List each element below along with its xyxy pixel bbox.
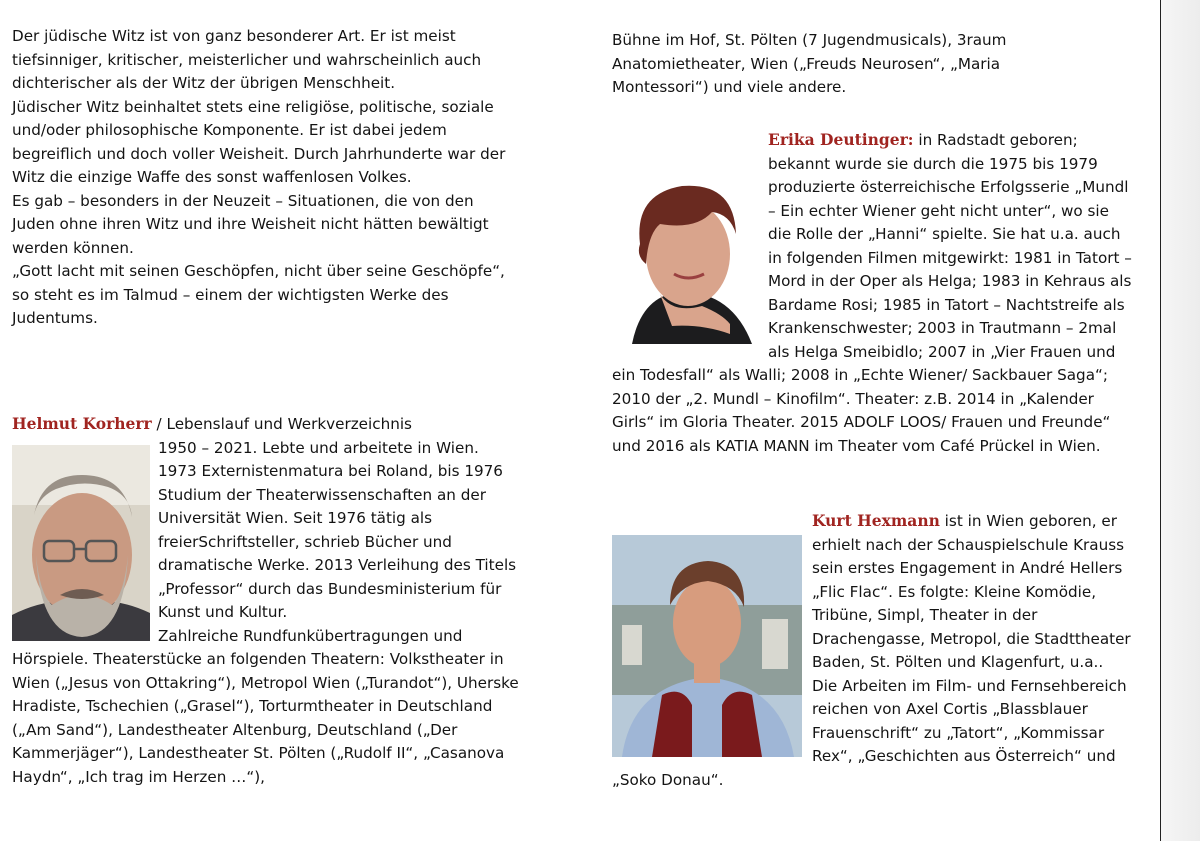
- intro-paragraph: Jüdischer Witz beinhaltet stets eine religiöse, politische, soziale und/oder philosophische Komponente. Er ist dabei jedem begreiflich und doch voller Weisheit. Durch Jahrhunderte war der Witz die einzige Waffe des sonst waffenlosen Volkes.: [12, 97, 506, 186]
- helmut-works-continuation: Bühne im Hof, St. Pölten (7 Jugendmusicals), 3raum Anatomietheater, Wien („Freuds Neurosen“, „Maria Montessori“) und viele andere.: [612, 31, 1007, 96]
- erika-name: Erika Deutinger:: [768, 130, 914, 149]
- erika-portrait-photo: [612, 174, 758, 344]
- intro-paragraph: Der jüdische Witz ist von ganz besonderer Art. Er ist meist tiefsinniger, kritischer, meisterlicher und wahrscheinlich auch dichterischer als der Witz der übrigen Menschheit.: [12, 27, 482, 92]
- erika-bio-text: in Radstadt geboren; bekannt wurde sie durch die 1975 bis 1979 produzierte österreichische Erfolgsserie „Mundl – Ein echter Wiener geht nicht unter“, wo sie die Rolle der „Hanni“ spielte. Sie hat u.a. auch in folgenden Filmen mitgewirkt: 1981 in Tatort – Mord in der Oper als Helga; 1983 in Kehraus als Bardame Rosi; 1985 in Tatort – Nachtstreife als Krankenschwester; 2003 in Trautmann – 2mal als Helga Smeibidlo; 2007 in „Vier Frauen und ein Todesfall“ als Walli; 2008 in „Echte Wiener/ Sackbauer Saga“; 2010 der „2. Mundl – Kinofilm“. Theater: z.B. 2014 in „Kalender Girls“ im Gloria Theater. 2015 ADOLF LOOS/ Frauen und Freunde“ und 2016 als KATIA MANN im Theater vom Café Prückel in Wien.: [612, 131, 1132, 455]
- helmut-portrait-photo: [12, 445, 150, 641]
- intro-paragraph: „Gott lacht mit seinen Geschöpfen, nicht über seine Geschöpfe“, so steht es im Talmud – einem der wichtigsten Werke des Judentums.: [12, 262, 505, 327]
- kurt-portrait-photo: [612, 535, 802, 757]
- kurt-hexmann-section: [612, 509, 1132, 792]
- helmut-heading: [12, 412, 520, 437]
- intro-text: [12, 25, 512, 331]
- helmut-bio-works: Zahlreiche Rundfunkübertragungen und Hörspiele. Theaterstücke an folgenden Theatern: Volkstheater in Wien („Jesus von Ottakring“), Metropol Wien („Turandot“), Uherske Hradiste, Tschechien („Grasel“), Torturmtheater in Deutschland („Am Sand“), Landestheater Altenburg, Deutschland („Der Kammerjäger“), Landestheater St. Pölten („Rudolf II“, „Casanova Haydn“, „Ich trag im Herzen …“),: [12, 626, 519, 786]
- erika-deutinger-section: [612, 128, 1132, 458]
- helmut-name: Helmut Korherr: [12, 414, 152, 433]
- kurt-bio-text: ist in Wien geboren, er erhielt nach der Schauspielschule Krauss sein erstes Engagement in André Hellers „Flic Flac“. Es folgte: Kleine Komödie, Tribüne, Simpl, Theater in der Drachengasse, Metropol, die Stadttheater Baden, St. Pölten und Klagenfurt, u.a.. Die Arbeiten im Film- und Fernsehbereich reichen von Axel Cortis „Blassblauer Frauenschrift“ zu „Tatort“, „Kommissar Rex“, „Geschichten aus Österreich“ und „Soko Donau“.: [612, 512, 1131, 789]
- helmut-bio: 1950 – 2021. Lebte und arbeitete in Wien. 1973 Externistenmatura bei Roland, bis 1976 Studium der Theaterwissenschaften an der Universität Wien. Seit 1976 tätig als freierSchriftsteller, schrieb Bücher und dramatische Werke. 2013 Verleihung des Titels „Professor“ durch das Bundesministerium für Kunst und Kultur.: [158, 438, 517, 621]
- intro-paragraph: Es gab – besonders in der Neuzeit – Situationen, die von den Juden ohne ihren Witz und ihre Weisheit nicht hätten bewältigt werden können.: [12, 191, 489, 257]
- page-edge: [1160, 0, 1200, 841]
- helmut-heading-rest: / Lebenslauf und Werkverzeichnis: [151, 415, 412, 433]
- kurt-name: Kurt Hexmann: [812, 511, 940, 530]
- helmut-korherr-section: [12, 412, 520, 789]
